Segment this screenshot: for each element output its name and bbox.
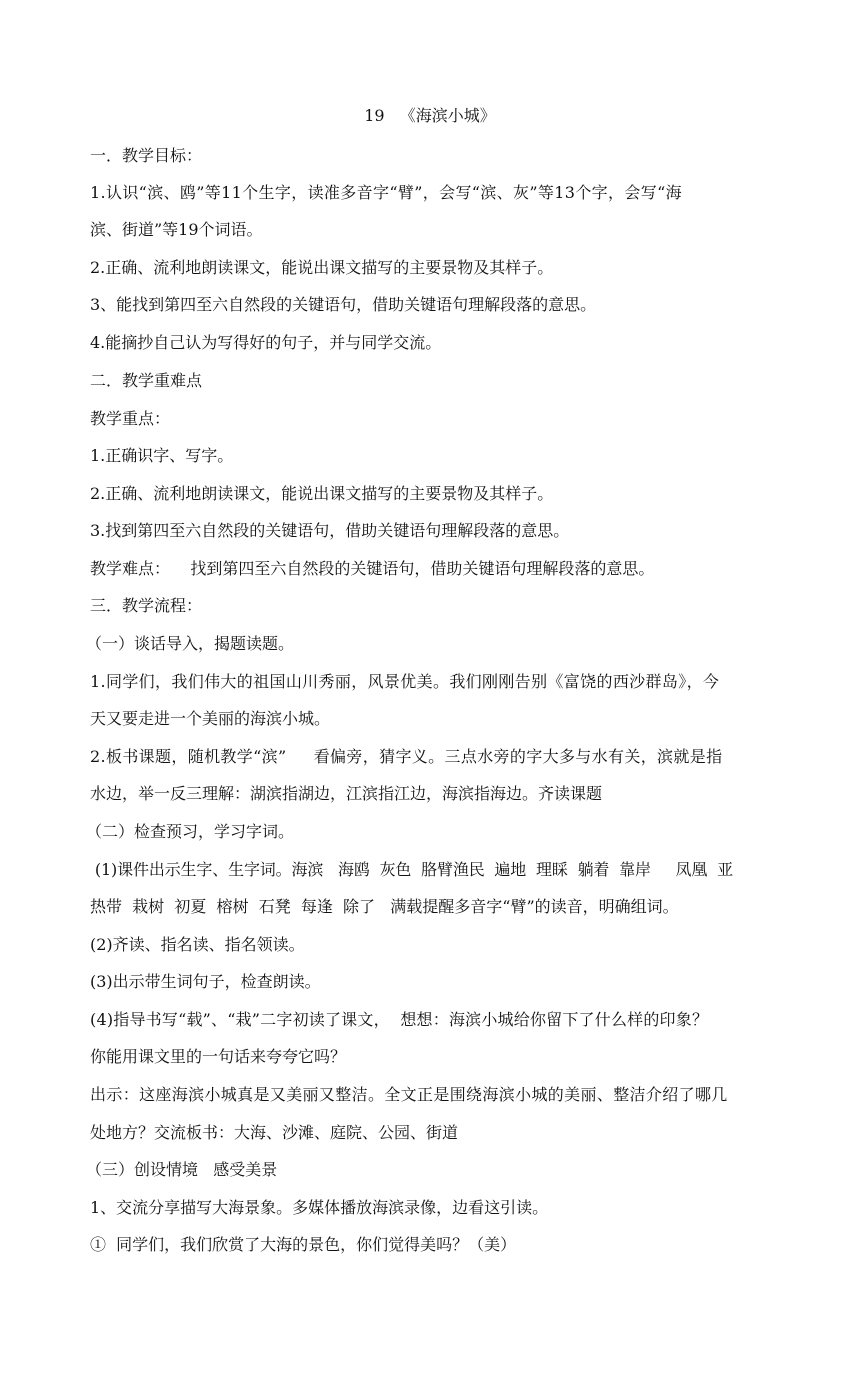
text-line: 出示：这座海滨小城真是又美丽又整洁。全文正是围绕海滨小城的美丽、整洁介绍了哪几 xyxy=(90,1085,728,1104)
text-line: (3)出示带生词句子，检查朗读。 xyxy=(90,972,321,991)
section-heading-process: 三．教学流程： xyxy=(90,596,203,615)
text-line: 天又要走进一个美丽的海滨小城。 xyxy=(90,709,331,728)
section-heading-objectives: 一．教学目标： xyxy=(90,146,203,165)
text-line: 水边，举一反三理解：湖滨指湖边，江滨指江边，海滨指海边。齐读课题 xyxy=(90,784,603,803)
text-line: 热带 栽树 初夏 榕树 石凳 每逢 除了 满载提醒多音字“臂”的读音，明确组词。 xyxy=(90,897,679,916)
text-line: 2.正确、流利地朗读课文，能说出课文描写的主要景物及其样子。 xyxy=(90,258,554,277)
text-line: 3、能找到第四至六自然段的关键语句，借助关键语句理解段落的意思。 xyxy=(90,295,597,314)
text-line: 滨、街道”等19个词语。 xyxy=(90,220,263,239)
text-line: 你能用课文里的一句话来夸夸它吗？ xyxy=(90,1047,347,1066)
text-line: 4.能摘抄自己认为写得好的句子，并与同学交流。 xyxy=(90,333,442,352)
text-line: 1.同学们，我们伟大的祖国山川秀丽，风景优美。我们刚刚告别《富饶的西沙群岛》，今 xyxy=(90,672,720,691)
text-line: (4)指导书写“载”、“栽”二字初读了课文， 想想：海滨小城给你留下了什么样的印象？ xyxy=(90,1010,709,1029)
section-heading-key-points: 二．教学重难点 xyxy=(90,371,203,390)
text-line: (2)齐读、指名读、指名领读。 xyxy=(90,935,305,954)
subsection-heading: （二）检查预习，学习字词。 xyxy=(86,822,295,841)
text-line: 1、交流分享描写大海景象。多媒体播放海滨录像，边看这引读。 xyxy=(90,1198,549,1217)
text-line: 教学难点： 找到第四至六自然段的关键语句，借助关键语句理解段落的意思。 xyxy=(90,559,655,578)
text-line: (1)课件出示生字、生字词。海滨 海鸥 灰色 胳臂渔民 遍地 理睬 躺着 靠岸 凤凰 亚 xyxy=(90,860,733,879)
text-line: 2.正确、流利地朗读课文，能说出课文描写的主要景物及其样子。 xyxy=(90,484,554,503)
text-line: 2.板书课题，随机教学“滨” 看偏旁，猜字义。三点水旁的字大多与水有关，滨就是指 xyxy=(90,747,723,766)
document-title: 19 《海滨小城》 xyxy=(364,106,496,125)
text-line: ① 同学们，我们欣赏了大海的景色，你们觉得美吗？（美） xyxy=(90,1235,517,1254)
text-line: 1.认识“滨、鸥”等11个生字，读准多音字“臂”，会写“滨、灰”等13个字，会写“海 xyxy=(90,183,682,202)
text-line: 教学重点： xyxy=(90,409,171,428)
text-line: 3.找到第四至六自然段的关键语句，借助关键语句理解段落的意思。 xyxy=(90,521,570,540)
text-line: 处地方？交流板书：大海、沙滩、庭院、公园、街道 xyxy=(90,1123,459,1142)
subsection-heading: （一）谈话导入，揭题读题。 xyxy=(86,634,295,653)
text-line: 1.正确识字、写字。 xyxy=(90,446,234,465)
subsection-heading: （三）创设情境 感受美景 xyxy=(86,1160,278,1179)
